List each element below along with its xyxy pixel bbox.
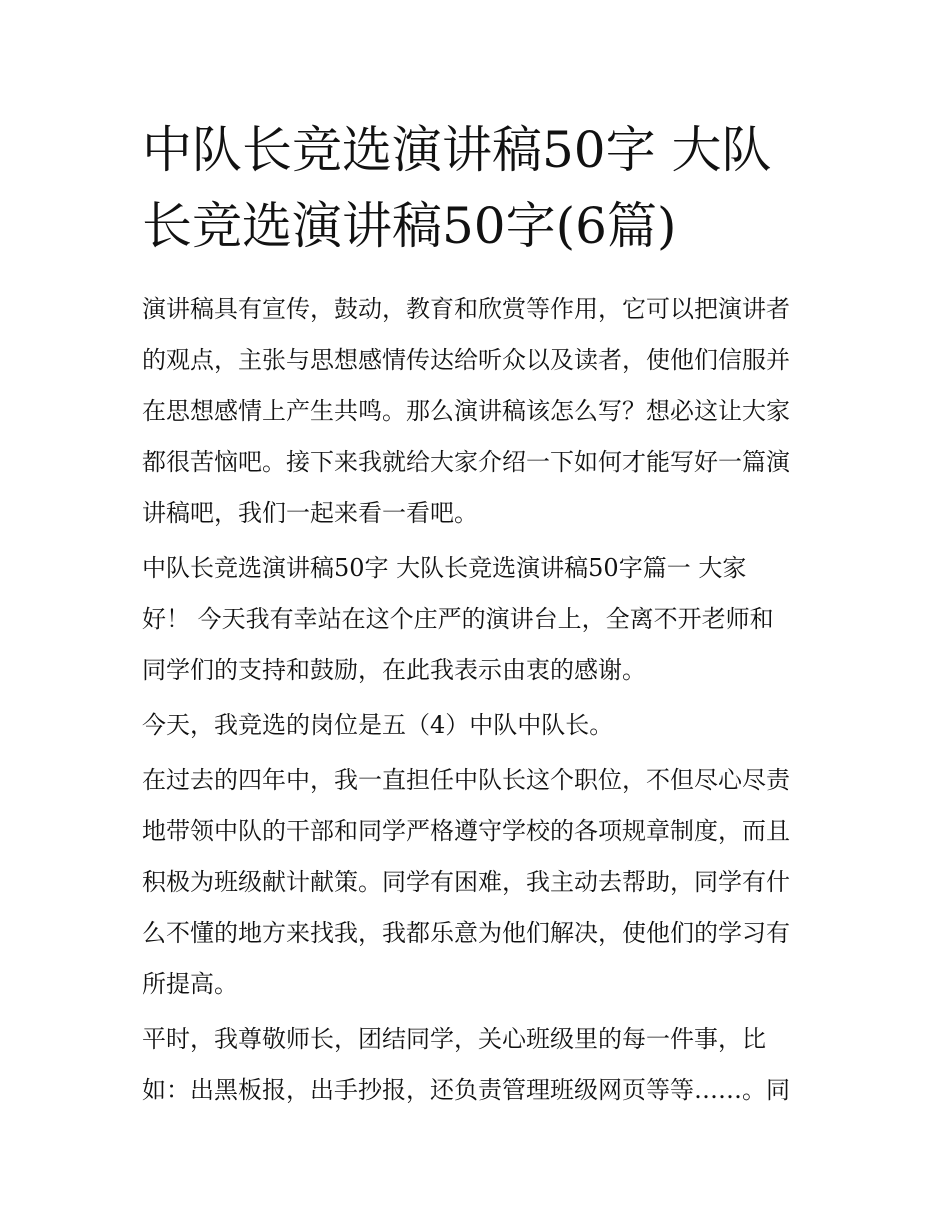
paragraph-intro [142,284,817,539]
paragraph-section-one [142,543,817,696]
paragraph-experience [142,755,817,1010]
text-line: 同学们的支持和鼓励，在此我表示由衷的感谢。 [142,656,646,684]
document-page [142,112,817,1120]
text-line: 平时，我尊敬师长，团结同学，关心班级里的每一件事，比 [142,1025,766,1053]
text-line: 在过去的四年中，我一直担任中队长这个职位，不但尽心尽责 [142,766,790,794]
text-line: 么不懂的地方来找我，我都乐意为他们解决，使他们的学习有 [142,919,790,947]
paragraph-daily [142,1014,817,1116]
text-line: 地带领中队的干部和同学严格遵守学校的各项规章制度，而且 [142,817,790,845]
document-title [142,112,817,264]
text-line: 在思想感情上产生共鸣。那么演讲稿该怎么写？想必这让大家 [142,397,790,425]
text-line: 积极为班级献计献策。同学有困难，我主动去帮助，同学有什 [142,868,790,896]
text-line: 讲稿吧，我们一起来看一看吧。 [142,499,478,527]
text-line: 今天，我竞选的岗位是五（4）中队中队长。 [142,711,614,739]
paragraph-position [142,700,817,751]
title-line: 长竞选演讲稿50字(6篇) [142,197,677,255]
title-line: 中队长竞选演讲稿50字 大队 [142,121,772,179]
text-line: 所提高。 [142,970,238,998]
text-line: 如：出黑板报，出手抄报，还负责管理班级网页等等……。同 [142,1076,790,1104]
text-line: 的观点，主张与思想感情传达给听众以及读者，使他们信服并 [142,346,790,374]
text-line: 都很苦恼吧。接下来我就给大家介绍一下如何才能写好一篇演 [142,448,790,476]
text-line: 中队长竞选演讲稿50字 大队长竞选演讲稿50字篇一 大家 [142,554,747,582]
text-line: 演讲稿具有宣传，鼓动，教育和欣赏等作用，它可以把演讲者 [142,295,790,323]
text-line: 好！ 今天我有幸站在这个庄严的演讲台上，全离不开老师和 [142,605,774,633]
